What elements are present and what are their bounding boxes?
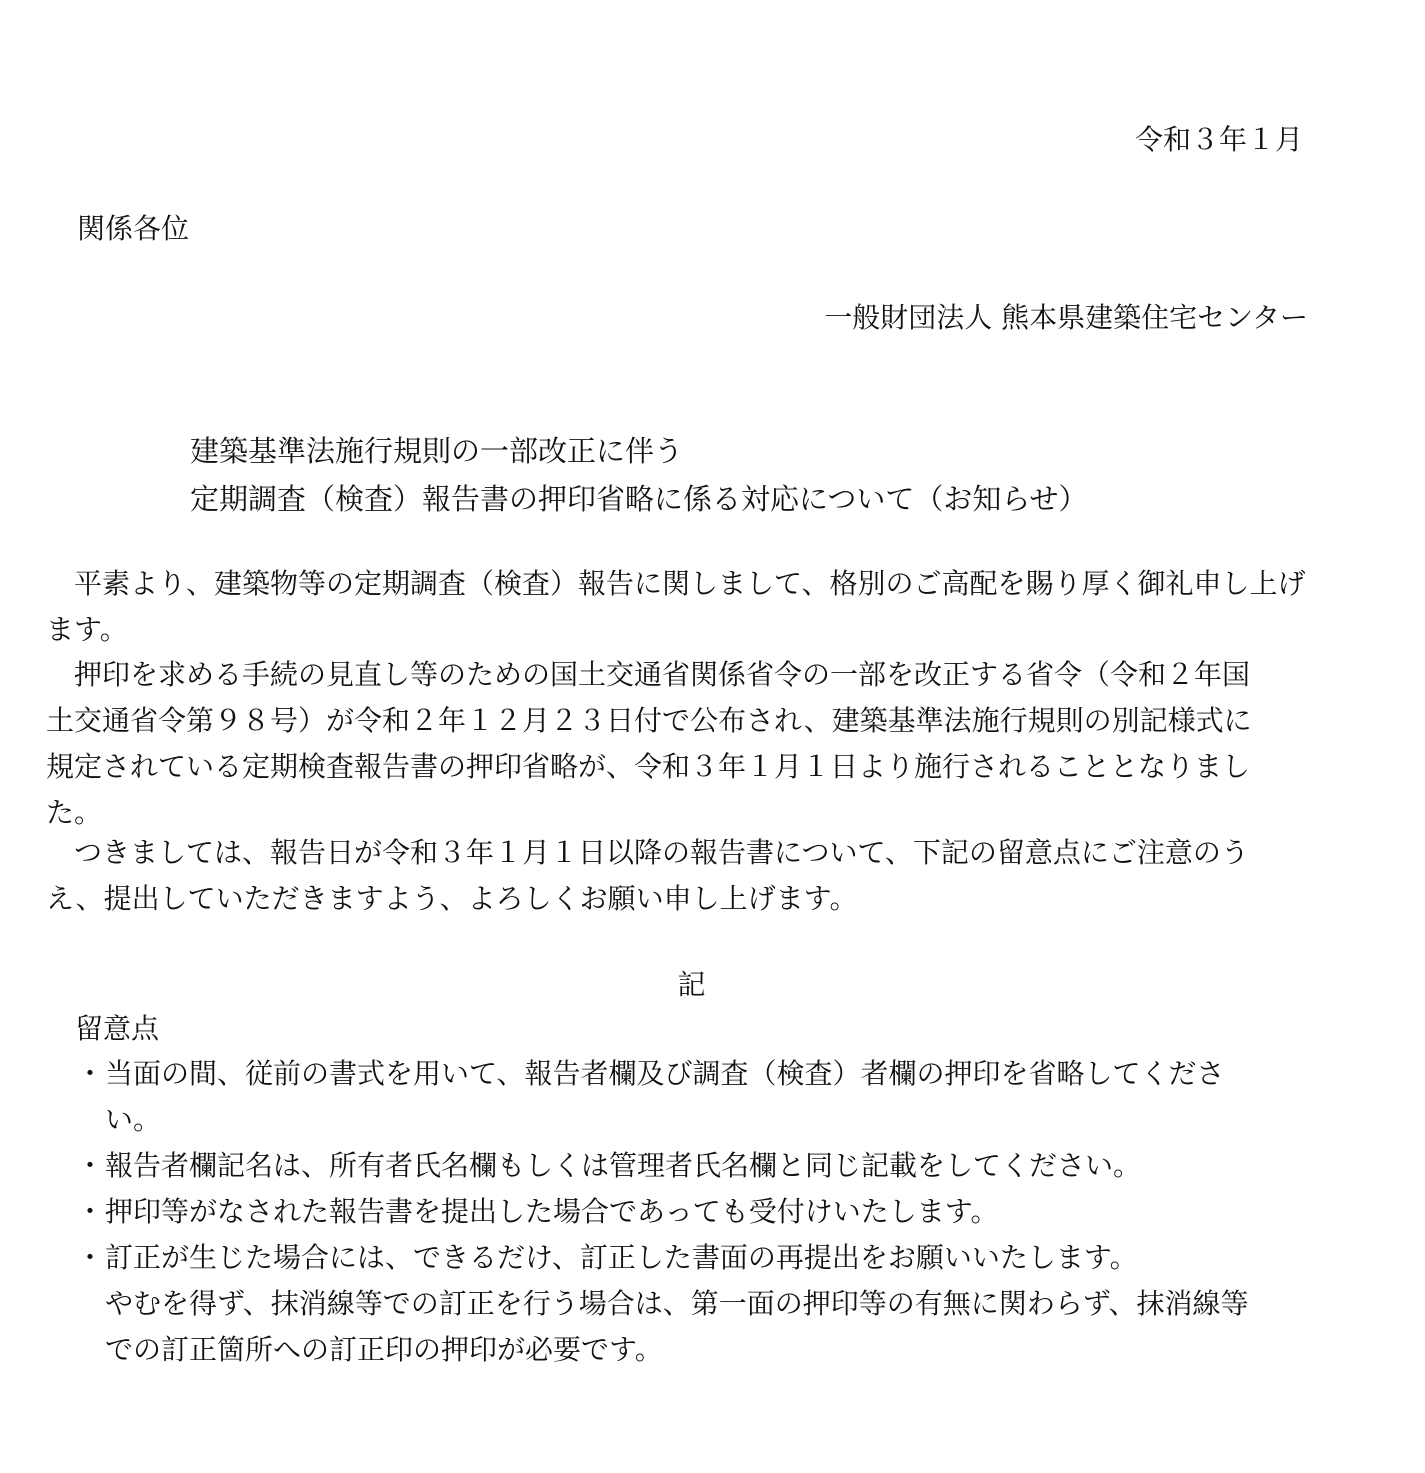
paragraph-request [46, 830, 1341, 922]
note-text: 訂正が生じた場合には、できるだけ、訂正した書面の再提出をお願いいたします。 [105, 1241, 1138, 1274]
paragraph-line: 押印を求める手続の見直し等のための国土交通省関係省令の一部を改正する省令（令和２年国 [46, 658, 1251, 691]
document-title-line-2: 定期調査（検査）報告書の押印省略に係る対応について（お知らせ） [190, 482, 1088, 516]
note-text: 押印等がなされた報告書を提出した場合であっても受付けいたします。 [105, 1195, 999, 1228]
note-continuation: い。 [105, 1103, 162, 1136]
list-item [75, 1051, 1249, 1097]
note-continuation: での訂正箇所への訂正印の押印が必要です。 [105, 1333, 663, 1366]
paragraph-line: え、提出していただきますよう、よろしくお願い申し上げます。 [46, 882, 858, 915]
notes-list [75, 1051, 1249, 1373]
paragraph-line: 土交通省令第９８号）が令和２年１２月２３日付で公布され、建築基準法施行規則の別記様式に [46, 704, 1252, 737]
bullet-mark: ・ [75, 1241, 104, 1274]
bullet-mark: ・ [75, 1149, 104, 1182]
list-item [75, 1189, 1249, 1235]
note-text: 当面の間、従前の書式を用いて、報告者欄及び調査（検査）者欄の押印を省略してくださ [105, 1057, 1225, 1090]
document-date: 令和３年１月 [1134, 123, 1303, 156]
paragraph-line: 平素より、建築物等の定期調査（検査）報告に関しまして、格別のご高配を賜り厚く御礼申し上げ [46, 567, 1306, 600]
ki-heading: 記 [677, 968, 706, 1001]
note-continuation: やむを得ず、抹消線等での訂正を行う場合は、第一面の押印等の有無に関わらず、抹消線等 [105, 1287, 1249, 1320]
list-item [75, 1235, 1249, 1281]
bullet-mark: ・ [75, 1057, 104, 1090]
sender-organization: 一般財団法人 熊本県建築住宅センター [824, 301, 1308, 334]
list-item [75, 1143, 1249, 1189]
bullet-mark: ・ [75, 1195, 104, 1228]
paragraph-ordinance [46, 652, 1341, 836]
paragraph-greeting [46, 561, 1341, 653]
paragraph-line: つきましては、報告日が令和３年１月１日以降の報告書について、下記の留意点にご注意のう [46, 836, 1249, 869]
notes-heading: 留意点 [75, 1012, 160, 1045]
document-title-line-1: 建築基準法施行規則の一部改正に伴う [190, 434, 684, 468]
paragraph-line: ます。 [46, 613, 128, 646]
addressee: 関係各位 [77, 212, 190, 245]
note-text: 報告者欄記名は、所有者氏名欄もしくは管理者氏名欄と同じ記載をしてください。 [105, 1149, 1142, 1182]
paragraph-line: た。 [46, 796, 103, 829]
paragraph-line: 規定されている定期検査報告書の押印省略が、令和３年１月１日より施行されることとなりまし [46, 750, 1251, 783]
